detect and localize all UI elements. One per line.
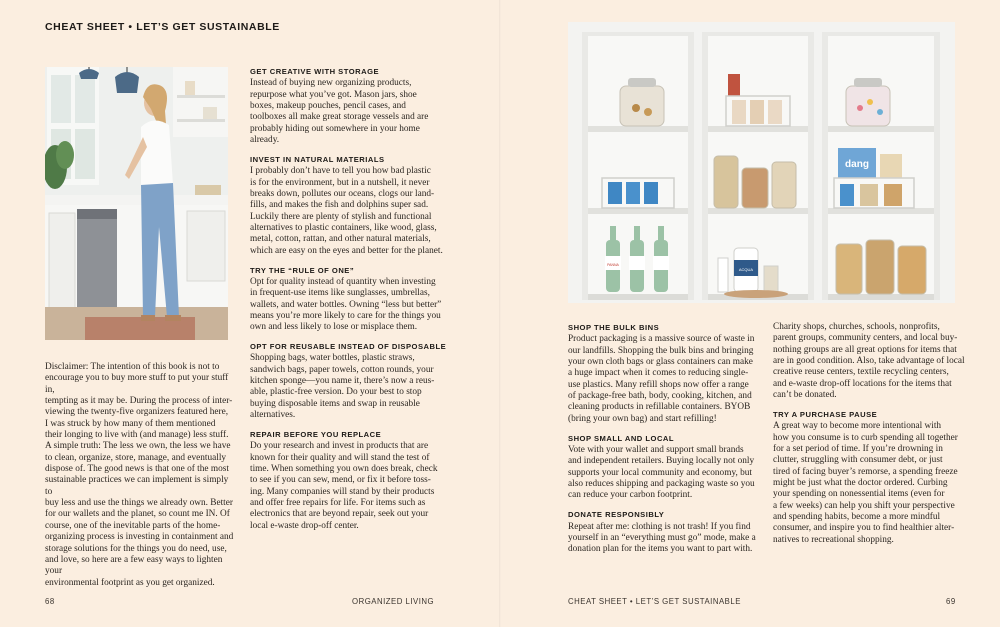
text-line: dispose of. The good news is that one of the most: [45, 464, 229, 475]
text-line: Repeat after me: clothing is not trash! If you find: [568, 521, 751, 532]
text-line: (bring your own bag) and start refilling!: [568, 413, 717, 424]
running-head: CHEAT SHEET • LET’S GET SUSTAINABLE: [45, 21, 280, 33]
text-line: time. When something you own does break, check: [250, 464, 438, 474]
folio-title: ORGANIZED LIVING: [352, 597, 435, 606]
tip-section: [773, 409, 968, 546]
text-line: A great way to become more intentional with: [773, 421, 942, 432]
text-line: known for their quality and will stand the test of: [250, 452, 430, 463]
text-line: and love, so here are a few easy ways to lighten your: [45, 554, 223, 577]
text-line: also reduces shipping and packaging waste so you: [568, 478, 755, 489]
text-line: alternatives.: [250, 410, 296, 421]
text-line: A simple truth: The less we own, the less we have: [45, 441, 231, 452]
section-heading: OPT FOR REUSABLE INSTEAD OF DISPOSABLE: [250, 342, 447, 352]
disclaimer-text: [45, 362, 235, 589]
text-line: course, one of the inevitable parts of the home-: [45, 520, 221, 531]
kitchen-photo: [45, 67, 228, 340]
tip-section: [250, 66, 450, 146]
text-line: natives to recreational shopping.: [773, 534, 894, 545]
text-line: nothing groups are all great options for items that: [773, 344, 957, 355]
section-heading: SHOP THE BULK BINS: [568, 323, 660, 332]
text-line: sandwich bags, paper towels, cotton rounds, your: [250, 364, 434, 375]
jar-label: ACQUA: [738, 267, 754, 272]
text-line: use plastics. Many refill shops now offer a range: [568, 379, 749, 390]
text-line: a huge impact when it comes to reducing single-: [568, 368, 749, 379]
text-line: able, plastic-free version. Do your best to stop: [250, 387, 422, 398]
text-line: Opt for quality instead of quantity when investing: [250, 276, 436, 287]
text-line: and e-waste drop-off locations for the items that: [773, 378, 952, 389]
text-line: Instead of buying new organizing products,: [250, 78, 412, 89]
text-line: a few weeks) can help you shift your perspective: [773, 500, 955, 511]
tip-section: [568, 433, 763, 502]
section-heading: GET CREATIVE WITH STORAGE: [250, 67, 380, 76]
text-line: our landfills. Shopping the bulk bins and bringing: [568, 345, 754, 356]
text-line: already.: [250, 135, 280, 146]
text-line: yourself in an “everything must go” mode, make a: [568, 532, 756, 543]
text-line: for our wallets and the planet, so count me IN. Of: [45, 509, 230, 520]
text-line: are in good condition. Also, take advantage of local: [773, 356, 965, 367]
text-line: Luckily there are plenty of stylish and functional: [250, 211, 432, 222]
tips-column-left: [250, 66, 450, 540]
section-heading: REPAIR BEFORE YOU REPLACE: [250, 429, 382, 439]
pantry-shelves-photo: [568, 22, 955, 303]
text-line: alternatives to plastic containers, like wood, glass,: [250, 222, 437, 233]
text-line: Disclaimer: The intention of this book is not to: [45, 362, 220, 372]
text-line: can reduce your carbon footprint.: [568, 490, 693, 501]
text-line: for a set period of time. If you’re drowning in: [773, 443, 943, 454]
text-line: donation plan for the items you want to part with.: [568, 544, 753, 555]
page-number: 69: [946, 597, 956, 606]
text-line: which are easy on the eyes and better for the planet.: [250, 245, 443, 256]
text-line: Product packaging is a massive source of waste in: [568, 334, 755, 345]
text-line: electronics that are beyond repair, seek out your: [250, 509, 429, 520]
pantry-shelves-photo-icon: [568, 22, 955, 303]
text-line: own and less likely to lose or misplace them.: [250, 322, 418, 333]
text-line: repurpose what you’ve got. Mason jars, shoe: [250, 89, 417, 100]
text-line: to see if you can sew, mend, or fix it before toss-: [250, 475, 431, 486]
text-line: parent groups, community centers, and local buy-: [773, 333, 958, 344]
right-page: [500, 0, 1000, 627]
text-line: local e-waste drop-off center.: [250, 520, 359, 531]
text-line: how you consume is to curb spending all together: [773, 432, 958, 443]
tip-section: [568, 509, 763, 555]
continued-text: [773, 322, 968, 401]
text-line: organizing process is investing in containment and: [45, 532, 234, 543]
tips-column-right-2: [773, 322, 968, 554]
text-line: their longing to live with (and manage) less stuff.: [45, 430, 229, 441]
section-heading: TRY THE “RULE OF ONE”: [250, 265, 355, 275]
text-line: I was struck by how many of them mentioned: [45, 418, 216, 429]
text-line: viewing the twenty-five organizers featured here,: [45, 407, 229, 418]
text-line: Charity shops, churches, schools, nonprofits,: [773, 322, 940, 332]
text-line: cleaning products in refillable containers. BYOB: [568, 402, 751, 413]
text-line: boxes, makeup pouches, pencil cases, and: [250, 101, 406, 112]
tip-section: [568, 322, 763, 425]
text-line: encourage you to buy more stuff to put your stuff in,: [45, 373, 229, 395]
text-line: clutter, struggling with consumer debt, or just: [773, 455, 943, 466]
text-line: breaks down, pollutes our oceans, clogs our land-: [250, 188, 435, 199]
text-line: tired of facing buyer’s remorse, a spending freeze: [773, 466, 958, 477]
text-line: buying disposable items and swap in reusable: [250, 398, 420, 409]
tip-section: [250, 429, 450, 532]
folio-title: CHEAT SHEET • LET’S GET SUSTAINABLE: [568, 597, 741, 606]
bottle-label: PANNA: [607, 263, 619, 267]
text-line: Vote with your wallet and support small brands: [568, 444, 744, 455]
text-line: and independent retailers. Buying locally not only: [568, 456, 755, 467]
text-line: creative reuse centers, textile recycling centers,: [773, 367, 949, 378]
text-line: probably hiding out somewhere in your home: [250, 123, 420, 134]
section-heading: TRY A PURCHASE PAUSE: [773, 409, 878, 419]
text-line: sustainable practices we can implement is simply to: [45, 475, 229, 497]
text-line: environmental footprint as you get organized.: [45, 577, 215, 588]
page-number: 68: [45, 597, 55, 606]
text-line: and offer free repairs for life. For items such as: [250, 498, 426, 509]
text-line: consumer, and inspire you to find healthier alter-: [773, 523, 955, 534]
text-line: means you’re more likely to care for the things you: [250, 310, 441, 321]
text-line: metal, cotton, rattan, and other natural materials,: [250, 234, 431, 245]
text-line: your own cloth bags or glass containers can make: [568, 357, 753, 368]
section-heading: SHOP SMALL AND LOCAL: [568, 433, 675, 443]
text-line: your spending on nonessential items (even for: [773, 489, 945, 500]
text-line: to clean, organize, store, manage, and eventually: [45, 452, 227, 463]
text-line: Shopping bags, water bottles, plastic straws,: [250, 353, 415, 364]
text-line: toolboxes all make great storage vessels and are: [250, 112, 429, 123]
kitchen-photo-icon: [45, 67, 228, 340]
text-line: storage solutions for the things you do need, use,: [45, 543, 227, 554]
text-line: is for the environment, but in a nutshell, it never: [250, 177, 430, 188]
text-line: might be just what the doctor ordered. Curbing: [773, 477, 948, 488]
text-line: and spending habits, become a more mindful: [773, 512, 941, 522]
text-line: of package-free bath, body, cooking, kitchen, and: [568, 391, 752, 402]
text-line: ing. Many companies will stand by their products: [250, 486, 435, 497]
text-line: in frequent-use items like sunglasses, umbrellas,: [250, 288, 430, 299]
text-line: kitchen sponge—you name it, there’s now a reus-: [250, 376, 435, 387]
text-line: can’t be donated.: [773, 390, 837, 401]
tip-section: [250, 154, 450, 257]
text-line: fills, and makes the fish and dolphins super sad.: [250, 200, 429, 211]
text-line: I probably don’t have to tell you how bad plastic: [250, 166, 431, 177]
section-heading: DONATE RESPONSIBLY: [568, 510, 665, 520]
section-heading: INVEST IN NATURAL MATERIALS: [250, 154, 385, 164]
text-line: buy less and use the things we already own. Better: [45, 498, 233, 509]
tip-section: [250, 265, 450, 334]
tip-section: [250, 341, 450, 421]
tips-column-right-1: [568, 322, 763, 563]
text-line: Do your research and invest in products that are: [250, 441, 429, 452]
text-line: tempting as it may be. During the process of inter-: [45, 396, 233, 407]
text-line: wallets, and water bottles. Owning “less but better”: [250, 299, 442, 310]
dang-label: dang: [845, 159, 869, 170]
text-line: supports your local community and economy, but: [568, 467, 753, 478]
